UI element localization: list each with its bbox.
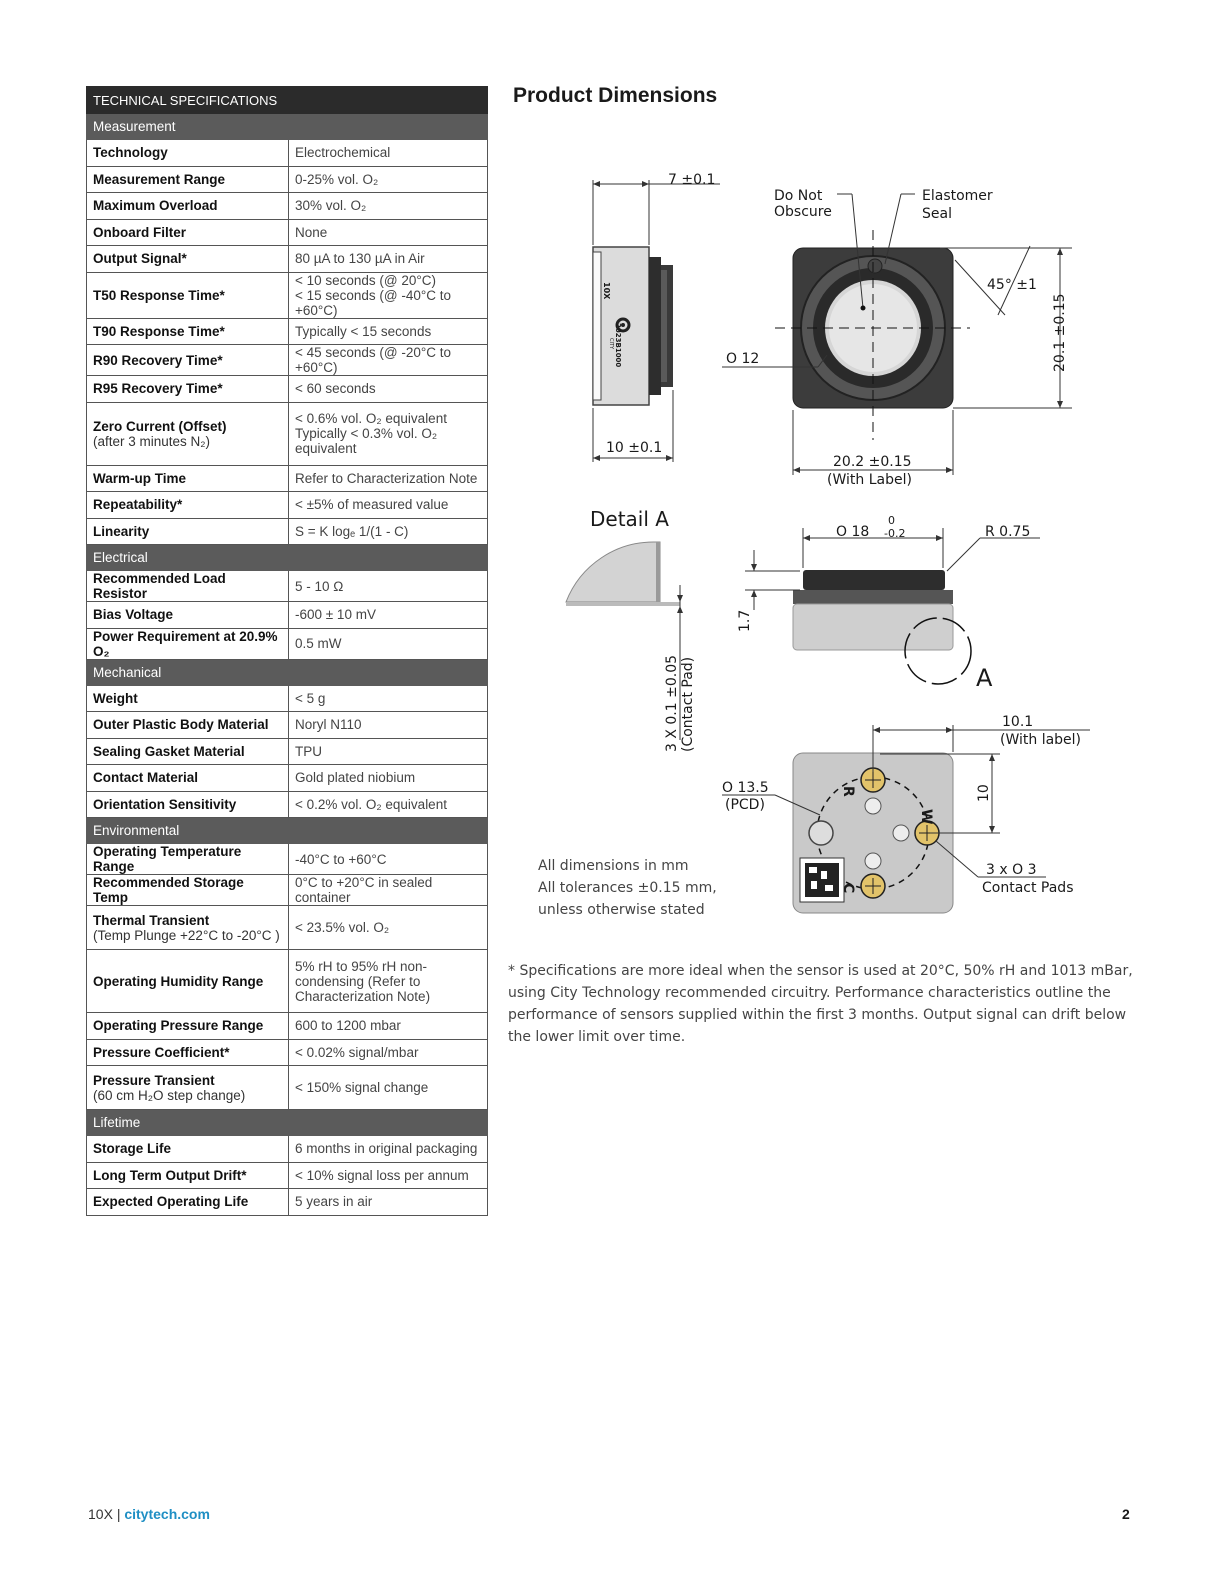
spec-value-cell <box>289 1162 488 1189</box>
spec-value-cell <box>289 906 488 950</box>
spec-label: Sealing Gasket Material <box>93 743 245 759</box>
spec-label: Output Signal* <box>93 251 187 267</box>
note-line: All dimensions in mm <box>538 858 689 874</box>
spec-label: Contact Material <box>93 770 199 786</box>
spec-value-cell <box>289 272 488 318</box>
side-view <box>593 172 720 462</box>
spec-value: Gold plated niobium <box>295 770 416 786</box>
pad-label: (Contact Pad) <box>680 656 696 752</box>
spec-value: < 60 seconds <box>295 381 376 397</box>
spec-label: Operating Pressure Range <box>93 1018 264 1034</box>
spec-row <box>87 906 488 950</box>
footer <box>88 1506 210 1522</box>
seal-label: Seal <box>922 206 952 222</box>
spec-value: < 10 seconds (@ 20°C) <box>295 272 437 288</box>
detail-a <box>566 507 696 752</box>
spec-value-cell <box>289 140 488 167</box>
spec-label-cell <box>87 465 289 492</box>
pin-w-label: W <box>918 809 934 825</box>
spec-label: Long Term Output Drift* <box>93 1167 247 1183</box>
spec-row <box>87 791 488 818</box>
spec-sublabel: (60 cm H₂O step change) <box>93 1087 246 1103</box>
spec-row <box>87 140 488 167</box>
page-number: 2 <box>1122 1506 1130 1522</box>
spec-value: 80 µA to 130 µA in Air <box>295 251 425 267</box>
angle-dim: 45° ±1 <box>987 277 1037 293</box>
spec-value-cell <box>289 492 488 519</box>
spec-row <box>87 738 488 765</box>
spec-value-cell <box>289 465 488 492</box>
with-label-note: (With Label) <box>827 472 912 488</box>
spec-value-cell <box>289 518 488 545</box>
spec-value: Electrochemical <box>295 145 391 161</box>
spec-value: -40°C to +60°C <box>295 851 387 867</box>
spec-value: 0.5 mW <box>295 636 342 651</box>
spec-value-cell <box>289 738 488 765</box>
spec-value: 30% vol. O₂ <box>295 198 367 214</box>
tolerance-lower: -0.2 <box>884 527 906 540</box>
spec-label-cell <box>87 712 289 739</box>
spec-section-title: Mechanical <box>87 659 488 685</box>
spec-value-cell <box>289 950 488 1013</box>
spec-label: R95 Recovery Time* <box>93 381 223 397</box>
elastomer-label: Elastomer <box>922 188 993 204</box>
spec-label: Maximum Overload <box>93 198 218 214</box>
spec-label-cell <box>87 738 289 765</box>
spec-value: < 0.02% signal/mbar <box>295 1044 419 1060</box>
spec-value: condensing (Refer to <box>295 973 421 989</box>
contact-pads-label: Contact Pads <box>982 880 1074 896</box>
spec-value: < 10% signal loss per annum <box>295 1167 469 1183</box>
spec-section-title: Electrical <box>87 545 488 571</box>
spec-value-cell <box>289 345 488 376</box>
spec-section-header <box>87 818 488 844</box>
product-dimensions-title: Product Dimensions <box>513 84 718 107</box>
spec-value-cell <box>289 193 488 220</box>
spec-label-cell <box>87 246 289 273</box>
front-view <box>722 188 1072 488</box>
spec-row <box>87 844 488 875</box>
spec-label: Thermal Transient <box>93 912 210 928</box>
elevation-view <box>737 514 1040 692</box>
spec-section-header <box>87 1110 488 1136</box>
spec-label-cell <box>87 844 289 875</box>
spec-label: Pressure Coefficient* <box>93 1044 230 1060</box>
spec-label: Zero Current (Offset) <box>93 418 227 434</box>
tolerance-upper: 0 <box>888 514 895 527</box>
spec-label-cell <box>87 492 289 519</box>
pad-height-dim: 3 X 0.1 ±0.05 <box>664 654 680 752</box>
datamatrix-code-icon <box>805 863 839 897</box>
spec-value: 5 - 10 Ω <box>295 578 344 594</box>
spec-label-cell <box>87 1013 289 1040</box>
side-width-dim: 7 ±0.1 <box>668 172 716 188</box>
note-line: unless otherwise stated <box>538 902 705 918</box>
spec-label: R90 Recovery Time* <box>93 352 223 368</box>
height-17-dim: 1.7 <box>737 609 753 632</box>
dim-10-1: 10.1 <box>1002 714 1034 730</box>
side-base-dim: 10 ±0.1 <box>606 440 663 456</box>
spec-value: TPU <box>295 743 322 759</box>
spec-row <box>87 602 488 629</box>
spec-label-cell <box>87 1189 289 1216</box>
spec-label-cell <box>87 1039 289 1066</box>
dim-10: 10 <box>976 784 992 802</box>
spec-label: Bias Voltage <box>93 607 174 623</box>
front-width-dim: 20.2 ±0.15 <box>833 454 912 470</box>
spec-label: Linearity <box>93 523 150 539</box>
spec-row <box>87 1066 488 1110</box>
spec-label-cell <box>87 602 289 629</box>
spec-value-cell <box>289 791 488 818</box>
spec-label: Recommended Load Resistor <box>93 571 226 601</box>
spec-section-title: Lifetime <box>87 1110 488 1136</box>
diameter-13-5-dim: O 13.5 <box>722 780 769 796</box>
spec-sublabel: (after 3 minutes N₂) <box>93 433 211 449</box>
spec-label: Technology <box>93 145 168 161</box>
spec-label: Outer Plastic Body Material <box>93 717 269 733</box>
spec-row <box>87 571 488 602</box>
spec-row <box>87 402 488 465</box>
spec-label-cell <box>87 875 289 906</box>
spec-value-cell <box>289 628 488 659</box>
contact-pads-dim: 3 x O 3 <box>986 862 1037 878</box>
spec-value: Refer to Characterization Note <box>295 470 478 486</box>
pcd-label: (PCD) <box>725 797 765 813</box>
spec-value: S = K logₑ 1/(1 - C) <box>295 523 409 539</box>
spec-value: < 0.2% vol. O₂ equivalent <box>295 796 447 812</box>
spec-value-cell <box>289 318 488 345</box>
footer-separator: | <box>116 1506 121 1522</box>
note-line: All tolerances ±0.15 mm, <box>538 880 717 896</box>
dimensions-note <box>538 855 717 921</box>
spec-label-cell <box>87 193 289 220</box>
spec-value: < 150% signal change <box>295 1080 429 1095</box>
spec-value-cell <box>289 875 488 906</box>
spec-row <box>87 272 488 318</box>
spec-row <box>87 875 488 906</box>
spec-value-cell <box>289 712 488 739</box>
spec-row <box>87 518 488 545</box>
spec-row <box>87 1039 488 1066</box>
bottom-view <box>722 714 1090 913</box>
spec-label-cell <box>87 345 289 376</box>
detail-a-marker: A <box>976 664 993 692</box>
specifications-footnote: * Specifications are more ideal when the sensor is used at 20°C, 50% rH and 1013 mBar, using City Technology recommended circuitry. Performance characteristics outline the performance of sensors supplied within the first 3 months. Output signal can drift below the lower limit over time. <box>508 963 1133 1045</box>
spec-label-cell <box>87 950 289 1013</box>
spec-label-cell <box>87 1136 289 1163</box>
spec-value: Characterization Note) <box>295 988 431 1004</box>
pin-c-label: C <box>840 883 856 894</box>
spec-row <box>87 465 488 492</box>
spec-label-cell <box>87 906 289 950</box>
spec-label: Onboard Filter <box>93 224 187 240</box>
spec-section-title: Measurement <box>87 114 488 140</box>
spec-value-cell <box>289 844 488 875</box>
spec-label-cell <box>87 402 289 465</box>
spec-row <box>87 345 488 376</box>
spec-row <box>87 193 488 220</box>
spec-label-cell <box>87 1162 289 1189</box>
spec-label-cell <box>87 628 289 659</box>
spec-value-cell <box>289 246 488 273</box>
spec-value-cell <box>289 166 488 193</box>
spec-label-cell <box>87 765 289 792</box>
spec-label-cell <box>87 1066 289 1110</box>
spec-value: < 0.6% vol. O₂ equivalent <box>295 411 447 426</box>
spec-value-cell <box>289 219 488 246</box>
spec-label: T90 Response Time* <box>93 323 225 339</box>
spec-row <box>87 685 488 712</box>
side-print-brand: CITY <box>608 338 614 350</box>
detail-a-title: Detail A <box>590 507 669 531</box>
spec-value-cell <box>289 1066 488 1110</box>
do-not-label: Do Not <box>774 188 823 204</box>
spec-row <box>87 166 488 193</box>
spec-value: < 15 seconds (@ -40°C to +60°C) <box>295 287 452 318</box>
spec-value: 0-25% vol. O₂ <box>295 171 379 187</box>
spec-label-cell <box>87 685 289 712</box>
spec-value: Typically < 15 seconds <box>295 323 432 339</box>
spec-value: 600 to 1200 mbar <box>295 1018 401 1034</box>
spec-value: equivalent <box>295 441 357 456</box>
spec-value-cell <box>289 765 488 792</box>
spec-label-cell <box>87 140 289 167</box>
spec-label: Orientation Sensitivity <box>93 796 237 812</box>
front-height-dim: 20.1 ±0.15 <box>1052 293 1068 372</box>
spec-value: 6 months in original packaging <box>295 1141 478 1157</box>
spec-row <box>87 492 488 519</box>
spec-label: Operating Humidity Range <box>93 973 264 989</box>
spec-label-cell <box>87 791 289 818</box>
spec-value: 0°C to +20°C in sealed container <box>295 875 433 905</box>
spec-value-cell <box>289 685 488 712</box>
spec-value-cell <box>289 1136 488 1163</box>
spec-row <box>87 1013 488 1040</box>
spec-label: Storage Life <box>93 1141 172 1157</box>
spec-label: Warm-up Time <box>93 470 187 486</box>
spec-label-cell <box>87 571 289 602</box>
spec-value: None <box>295 224 328 240</box>
spec-label: Pressure Transient <box>93 1072 215 1088</box>
spec-value-cell <box>289 571 488 602</box>
spec-value: < 23.5% vol. O₂ <box>295 920 390 935</box>
spec-sublabel: (Temp Plunge +22°C to -20°C ) <box>93 927 280 943</box>
spec-section-header <box>87 545 488 571</box>
spec-label: Recommended Storage Temp <box>93 875 244 905</box>
spec-value-cell <box>289 1039 488 1066</box>
spec-value: 5 years in air <box>295 1194 373 1210</box>
spec-label-cell <box>87 272 289 318</box>
spec-value: < 5 g <box>295 690 326 706</box>
diameter-12-dim: O 12 <box>726 351 760 367</box>
spec-section-header <box>87 659 488 685</box>
side-print-serial: 2023B1000 <box>614 323 622 368</box>
side-print-model: 10X <box>602 282 611 300</box>
spec-section-header <box>87 114 488 140</box>
spec-row <box>87 1136 488 1163</box>
radius-dim: R 0.75 <box>985 524 1031 540</box>
spec-row <box>87 712 488 739</box>
spec-label: Weight <box>93 690 138 706</box>
spec-row <box>87 219 488 246</box>
with-label-note-2: (With label) <box>1000 732 1082 748</box>
spec-value: -600 ± 10 mV <box>295 607 376 623</box>
spec-row <box>87 318 488 345</box>
spec-label-cell <box>87 318 289 345</box>
spec-value-cell <box>289 402 488 465</box>
spec-row <box>87 376 488 403</box>
footer-website-link[interactable]: citytech.com <box>124 1506 210 1522</box>
spec-label-cell <box>87 376 289 403</box>
contact-pad-c <box>861 874 885 898</box>
obscure-label: Obscure <box>774 204 832 220</box>
spec-value: Noryl N110 <box>295 717 362 733</box>
pin-r-label: R <box>840 786 856 797</box>
spec-label: Operating Temperature Range <box>93 844 242 874</box>
spec-label: Power Requirement at 20.9% O₂ <box>93 628 278 659</box>
spec-value-cell <box>289 1189 488 1216</box>
spec-row <box>87 628 488 659</box>
footer-model: 10X <box>88 1506 113 1522</box>
spec-row <box>87 1162 488 1189</box>
spec-value-cell <box>289 1013 488 1040</box>
spec-value-cell <box>289 602 488 629</box>
spec-value: < ±5% of measured value <box>295 497 449 513</box>
spec-label: Measurement Range <box>93 171 226 187</box>
spec-label: Expected Operating Life <box>93 1194 249 1210</box>
diameter-18-dim: O 18 <box>836 524 870 540</box>
spec-label-cell <box>87 166 289 193</box>
spec-value: 5% rH to 95% rH non- <box>295 958 428 974</box>
technical-specifications-table <box>86 86 488 1216</box>
spec-label-cell <box>87 518 289 545</box>
spec-value-cell <box>289 376 488 403</box>
spec-value: Typically < 0.3% vol. O₂ <box>295 426 438 441</box>
spec-label: T50 Response Time* <box>93 287 225 303</box>
spec-row <box>87 246 488 273</box>
spec-row <box>87 1189 488 1216</box>
spec-label-cell <box>87 219 289 246</box>
spec-section-title: Environmental <box>87 818 488 844</box>
spec-row <box>87 765 488 792</box>
spec-label: Repeatability* <box>93 497 183 513</box>
spec-table-title: TECHNICAL SPECIFICATIONS <box>87 87 488 114</box>
spec-table-header <box>87 87 488 114</box>
spec-value: < 45 seconds (@ -20°C to +60°C) <box>295 345 452 375</box>
spec-row <box>87 950 488 1013</box>
